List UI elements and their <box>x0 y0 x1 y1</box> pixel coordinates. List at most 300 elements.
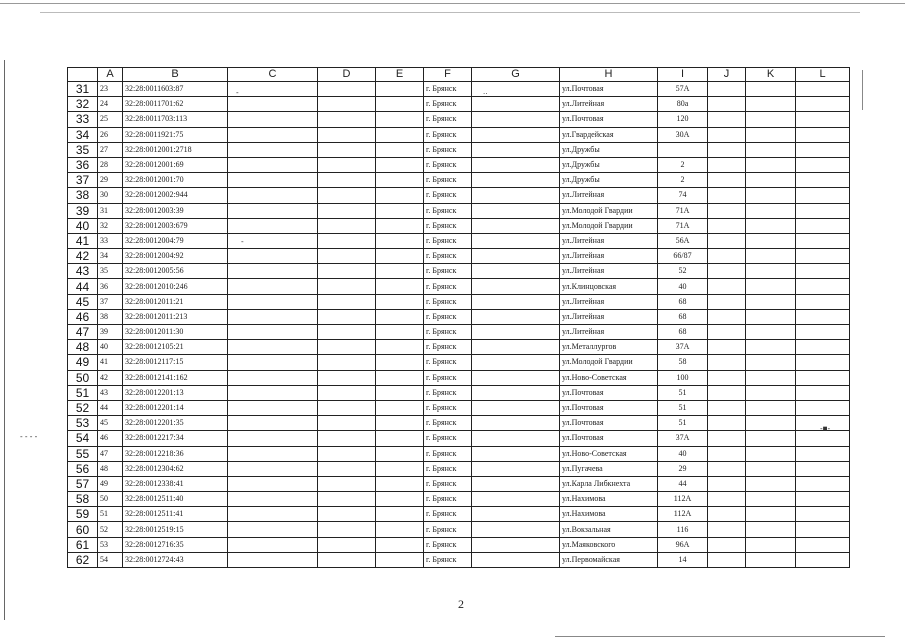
cell-f: г. Брянск <box>424 218 472 233</box>
cell-d <box>318 385 376 400</box>
cell-d <box>318 188 376 203</box>
cell-g <box>472 249 560 264</box>
cell-c <box>228 279 318 294</box>
cell-g <box>472 218 560 233</box>
cell-j <box>708 142 746 157</box>
cell-k <box>746 537 796 552</box>
cell-j <box>708 279 746 294</box>
cell-f: г. Брянск <box>424 173 472 188</box>
cell-j <box>708 507 746 522</box>
cell-k <box>746 218 796 233</box>
cell-e <box>376 522 424 537</box>
cell-i: 51 <box>658 400 708 415</box>
cell-k <box>746 249 796 264</box>
cell-k <box>746 203 796 218</box>
cell-a: 54 <box>98 552 123 567</box>
cell-e <box>376 142 424 157</box>
cell-b: 32:28:0012511:40 <box>123 492 228 507</box>
cell-j <box>708 552 746 567</box>
table-row <box>68 218 850 233</box>
cell-g <box>472 355 560 370</box>
table-row <box>68 431 850 446</box>
row-number: 31 <box>68 82 98 97</box>
table-row <box>68 294 850 309</box>
row-number: 51 <box>68 385 98 400</box>
cell-l <box>796 264 850 279</box>
cell-d <box>318 97 376 112</box>
table-row <box>68 507 850 522</box>
cell-g <box>472 446 560 461</box>
table-row <box>68 112 850 127</box>
cell-f: г. Брянск <box>424 157 472 172</box>
cell-l <box>796 325 850 340</box>
column-header-g: G <box>472 68 560 82</box>
cell-d <box>318 82 376 97</box>
cell-j <box>708 476 746 491</box>
cell-h: ул.Ново-Советская <box>560 446 658 461</box>
cell-h: ул.Молодой Гвардии <box>560 218 658 233</box>
cell-l <box>796 218 850 233</box>
cell-f: г. Брянск <box>424 249 472 264</box>
cell-d <box>318 233 376 248</box>
row-number: 33 <box>68 112 98 127</box>
cell-c <box>228 370 318 385</box>
cell-b: 32:28:0012003:679 <box>123 218 228 233</box>
cell-i: 30А <box>658 127 708 142</box>
cell-k <box>746 188 796 203</box>
cell-k <box>746 522 796 537</box>
cell-f: г. Брянск <box>424 142 472 157</box>
cell-a: 34 <box>98 249 123 264</box>
cell-a: 29 <box>98 173 123 188</box>
row-number: 34 <box>68 127 98 142</box>
cell-h: ул.Первомайская <box>560 552 658 567</box>
cell-b: 32:28:0012117:15 <box>123 355 228 370</box>
cell-f: г. Брянск <box>424 522 472 537</box>
cell-f: г. Брянск <box>424 279 472 294</box>
cell-f: г. Брянск <box>424 112 472 127</box>
cell-e <box>376 309 424 324</box>
cell-i: 2 <box>658 157 708 172</box>
cell-f: г. Брянск <box>424 385 472 400</box>
cell-g <box>472 294 560 309</box>
cell-c <box>228 537 318 552</box>
cell-g <box>472 279 560 294</box>
table-row <box>68 188 850 203</box>
cell-h: ул.Карла Либкнехта <box>560 476 658 491</box>
cell-f: г. Брянск <box>424 309 472 324</box>
cell-j <box>708 249 746 264</box>
column-header-f: F <box>424 68 472 82</box>
cell-f: г. Брянск <box>424 431 472 446</box>
cell-h: ул.Пугачева <box>560 461 658 476</box>
cell-e <box>376 552 424 567</box>
row-number: 50 <box>68 370 98 385</box>
cell-g <box>472 203 560 218</box>
cell-h: ул.Почтовая <box>560 431 658 446</box>
cell-a: 32 <box>98 218 123 233</box>
cell-c <box>228 400 318 415</box>
cell-h: ул.Вокзальная <box>560 522 658 537</box>
cell-g <box>472 112 560 127</box>
cell-h: ул.Литейная <box>560 264 658 279</box>
cell-l <box>796 461 850 476</box>
row-number: 43 <box>68 264 98 279</box>
cell-l <box>796 127 850 142</box>
cell-a: 37 <box>98 294 123 309</box>
cell-i: 116 <box>658 522 708 537</box>
row-number: 56 <box>68 461 98 476</box>
cell-a: 27 <box>98 142 123 157</box>
cell-d <box>318 325 376 340</box>
column-header-j: J <box>708 68 746 82</box>
row-number: 39 <box>68 203 98 218</box>
cell-l <box>796 309 850 324</box>
cell-e <box>376 97 424 112</box>
cell-i: 68 <box>658 294 708 309</box>
cell-j <box>708 537 746 552</box>
cell-g <box>472 461 560 476</box>
cell-h: ул.Почтовая <box>560 400 658 415</box>
cell-a: 44 <box>98 400 123 415</box>
cell-k <box>746 370 796 385</box>
cell-j <box>708 416 746 431</box>
cell-k <box>746 416 796 431</box>
cell-d <box>318 446 376 461</box>
cell-l <box>796 233 850 248</box>
cell-k <box>746 142 796 157</box>
row-number: 48 <box>68 340 98 355</box>
row-number: 32 <box>68 97 98 112</box>
cell-f: г. Брянск <box>424 507 472 522</box>
cell-i: 14 <box>658 552 708 567</box>
cell-c <box>228 492 318 507</box>
cell-d <box>318 340 376 355</box>
row-number: 49 <box>68 355 98 370</box>
cell-g <box>472 492 560 507</box>
cell-b: 32:28:0011921:75 <box>123 127 228 142</box>
cell-i: 37А <box>658 340 708 355</box>
column-header-b: B <box>123 68 228 82</box>
table-row <box>68 157 850 172</box>
cell-g <box>472 97 560 112</box>
cell-d <box>318 112 376 127</box>
cell-c <box>228 142 318 157</box>
cell-a: 46 <box>98 431 123 446</box>
cell-d <box>318 127 376 142</box>
cell-f: г. Брянск <box>424 127 472 142</box>
cell-j <box>708 325 746 340</box>
cell-d <box>318 218 376 233</box>
cell-h: ул.Ново-Советская <box>560 370 658 385</box>
cell-h: ул.Почтовая <box>560 416 658 431</box>
cell-j <box>708 309 746 324</box>
row-number: 40 <box>68 218 98 233</box>
cell-f: г. Брянск <box>424 340 472 355</box>
cell-f: г. Брянск <box>424 325 472 340</box>
cell-j <box>708 233 746 248</box>
cell-d <box>318 370 376 385</box>
cell-c <box>228 82 318 97</box>
cell-k <box>746 97 796 112</box>
cell-e <box>376 400 424 415</box>
cell-k <box>746 340 796 355</box>
cell-b: 32:28:0012001:69 <box>123 157 228 172</box>
cell-e <box>376 264 424 279</box>
cell-a: 50 <box>98 492 123 507</box>
cell-g <box>472 385 560 400</box>
cell-h: ул.Клинцовская <box>560 279 658 294</box>
cell-c <box>228 507 318 522</box>
row-number: 36 <box>68 157 98 172</box>
cell-i: 29 <box>658 461 708 476</box>
cell-d <box>318 309 376 324</box>
column-header-d: D <box>318 68 376 82</box>
cell-d <box>318 507 376 522</box>
cell-f: г. Брянск <box>424 294 472 309</box>
table-row <box>68 340 850 355</box>
cell-k <box>746 173 796 188</box>
cell-g <box>472 127 560 142</box>
table-row <box>68 173 850 188</box>
cell-c <box>228 97 318 112</box>
cell-g <box>472 264 560 279</box>
cell-f: г. Брянск <box>424 492 472 507</box>
cell-e <box>376 507 424 522</box>
cell-a: 45 <box>98 416 123 431</box>
cell-b: 32:28:0012004:92 <box>123 249 228 264</box>
cell-a: 41 <box>98 355 123 370</box>
cell-e <box>376 173 424 188</box>
cell-f: г. Брянск <box>424 355 472 370</box>
cell-b: 32:28:0012201:35 <box>123 416 228 431</box>
cell-j <box>708 82 746 97</box>
cell-j <box>708 264 746 279</box>
cell-g <box>472 431 560 446</box>
cell-e <box>376 249 424 264</box>
cell-e <box>376 233 424 248</box>
row-number: 47 <box>68 325 98 340</box>
row-number: 37 <box>68 173 98 188</box>
cell-a: 51 <box>98 507 123 522</box>
table-row <box>68 309 850 324</box>
cell-i: 51 <box>658 416 708 431</box>
cell-d <box>318 173 376 188</box>
cell-f: г. Брянск <box>424 264 472 279</box>
cell-g <box>472 233 560 248</box>
row-number: 42 <box>68 249 98 264</box>
cell-h: ул.Почтовая <box>560 385 658 400</box>
cell-d <box>318 431 376 446</box>
cell-j <box>708 97 746 112</box>
cell-a: 52 <box>98 522 123 537</box>
table-row <box>68 522 850 537</box>
cell-d <box>318 522 376 537</box>
cell-b: 32:28:0012010:246 <box>123 279 228 294</box>
cell-a: 36 <box>98 279 123 294</box>
row-number: 35 <box>68 142 98 157</box>
cell-b: 32:28:0011701:62 <box>123 97 228 112</box>
cell-d <box>318 492 376 507</box>
cell-i: 40 <box>658 446 708 461</box>
cell-f: г. Брянск <box>424 203 472 218</box>
cell-a: 31 <box>98 203 123 218</box>
cell-l <box>796 446 850 461</box>
cell-i: 52 <box>658 264 708 279</box>
cell-e <box>376 279 424 294</box>
cell-l <box>796 355 850 370</box>
cell-b: 32:28:0012519:15 <box>123 522 228 537</box>
cell-b: 32:28:0012105:21 <box>123 340 228 355</box>
cell-h: ул.Литейная <box>560 309 658 324</box>
cell-c <box>228 552 318 567</box>
cell-a: 24 <box>98 97 123 112</box>
cell-g <box>472 476 560 491</box>
cell-j <box>708 294 746 309</box>
cell-l <box>796 370 850 385</box>
table-row <box>68 446 850 461</box>
cell-a: 47 <box>98 446 123 461</box>
cell-i: 40 <box>658 279 708 294</box>
table-row <box>68 233 850 248</box>
cell-b: 32:28:0012724:43 <box>123 552 228 567</box>
cell-a: 28 <box>98 157 123 172</box>
cell-i: 71А <box>658 218 708 233</box>
cell-k <box>746 431 796 446</box>
cell-g <box>472 522 560 537</box>
scan-speck: - - - - <box>20 432 38 441</box>
cell-c <box>228 431 318 446</box>
cell-d <box>318 552 376 567</box>
cell-l <box>796 157 850 172</box>
cell-a: 25 <box>98 112 123 127</box>
cell-c <box>228 446 318 461</box>
cell-l <box>796 188 850 203</box>
cell-i: 68 <box>658 325 708 340</box>
cell-g <box>472 173 560 188</box>
cell-h: ул.Молодой Гвардии <box>560 203 658 218</box>
cell-g <box>472 370 560 385</box>
cell-d <box>318 157 376 172</box>
cell-k <box>746 507 796 522</box>
cell-f: г. Брянск <box>424 552 472 567</box>
cell-d <box>318 355 376 370</box>
cell-f: г. Брянск <box>424 537 472 552</box>
cell-f: г. Брянск <box>424 82 472 97</box>
cell-k <box>746 112 796 127</box>
cell-j <box>708 431 746 446</box>
cell-l <box>796 173 850 188</box>
cell-k <box>746 355 796 370</box>
cell-g <box>472 325 560 340</box>
column-header-i: I <box>658 68 708 82</box>
table-row <box>68 127 850 142</box>
column-header-l: L <box>796 68 850 82</box>
cell-e <box>376 370 424 385</box>
cell-c <box>228 294 318 309</box>
table-row <box>68 385 850 400</box>
cell-i: 51 <box>658 385 708 400</box>
cell-d <box>318 249 376 264</box>
cell-j <box>708 203 746 218</box>
cell-b: 32:28:0012011:21 <box>123 294 228 309</box>
scan-left-edge <box>4 60 5 620</box>
table-row <box>68 203 850 218</box>
cell-h: ул.Литейная <box>560 325 658 340</box>
cell-l <box>796 552 850 567</box>
cell-j <box>708 173 746 188</box>
cell-l <box>796 476 850 491</box>
table-row <box>68 142 850 157</box>
cell-j <box>708 492 746 507</box>
cell-e <box>376 492 424 507</box>
cell-c <box>228 249 318 264</box>
table-row <box>68 355 850 370</box>
cell-k <box>746 127 796 142</box>
cell-c <box>228 461 318 476</box>
cell-g <box>472 507 560 522</box>
cell-k <box>746 279 796 294</box>
cell-e <box>376 340 424 355</box>
cell-d <box>318 294 376 309</box>
cell-g <box>472 188 560 203</box>
cell-e <box>376 157 424 172</box>
cell-h: ул.Почтовая <box>560 82 658 97</box>
scan-top-edge <box>0 3 905 4</box>
cell-i: 112А <box>658 507 708 522</box>
cell-f: г. Брянск <box>424 188 472 203</box>
cell-h: ул.Литейная <box>560 294 658 309</box>
cell-h: ул.Молодой Гвардии <box>560 355 658 370</box>
cell-i: 112А <box>658 492 708 507</box>
cell-b: 32:28:0012005:56 <box>123 264 228 279</box>
cell-c <box>228 355 318 370</box>
cell-c <box>228 416 318 431</box>
table-row <box>68 264 850 279</box>
cell-c <box>228 173 318 188</box>
cell-j <box>708 157 746 172</box>
cell-k <box>746 294 796 309</box>
cell-k <box>746 82 796 97</box>
cell-i: 66/87 <box>658 249 708 264</box>
cell-a: 33 <box>98 233 123 248</box>
cell-b: 32:28:0012001:70 <box>123 173 228 188</box>
cell-e <box>376 325 424 340</box>
cell-h: ул.Гвардейская <box>560 127 658 142</box>
cell-f: г. Брянск <box>424 97 472 112</box>
cell-l <box>796 203 850 218</box>
row-number: 46 <box>68 309 98 324</box>
cell-a: 53 <box>98 537 123 552</box>
cell-c <box>228 309 318 324</box>
cell-e <box>376 218 424 233</box>
table-row <box>68 325 850 340</box>
scan-speck: -■- <box>820 424 831 433</box>
cell-i: 80а <box>658 97 708 112</box>
cell-l <box>796 537 850 552</box>
cell-h: ул.Дружбы <box>560 157 658 172</box>
cell-c <box>228 188 318 203</box>
cell-j <box>708 461 746 476</box>
cell-f: г. Брянск <box>424 461 472 476</box>
cell-d <box>318 264 376 279</box>
cell-e <box>376 82 424 97</box>
cell-j <box>708 370 746 385</box>
cell-b: 32:28:0012217:34 <box>123 431 228 446</box>
cell-c <box>228 264 318 279</box>
cell-i: 37А <box>658 431 708 446</box>
cell-l <box>796 385 850 400</box>
